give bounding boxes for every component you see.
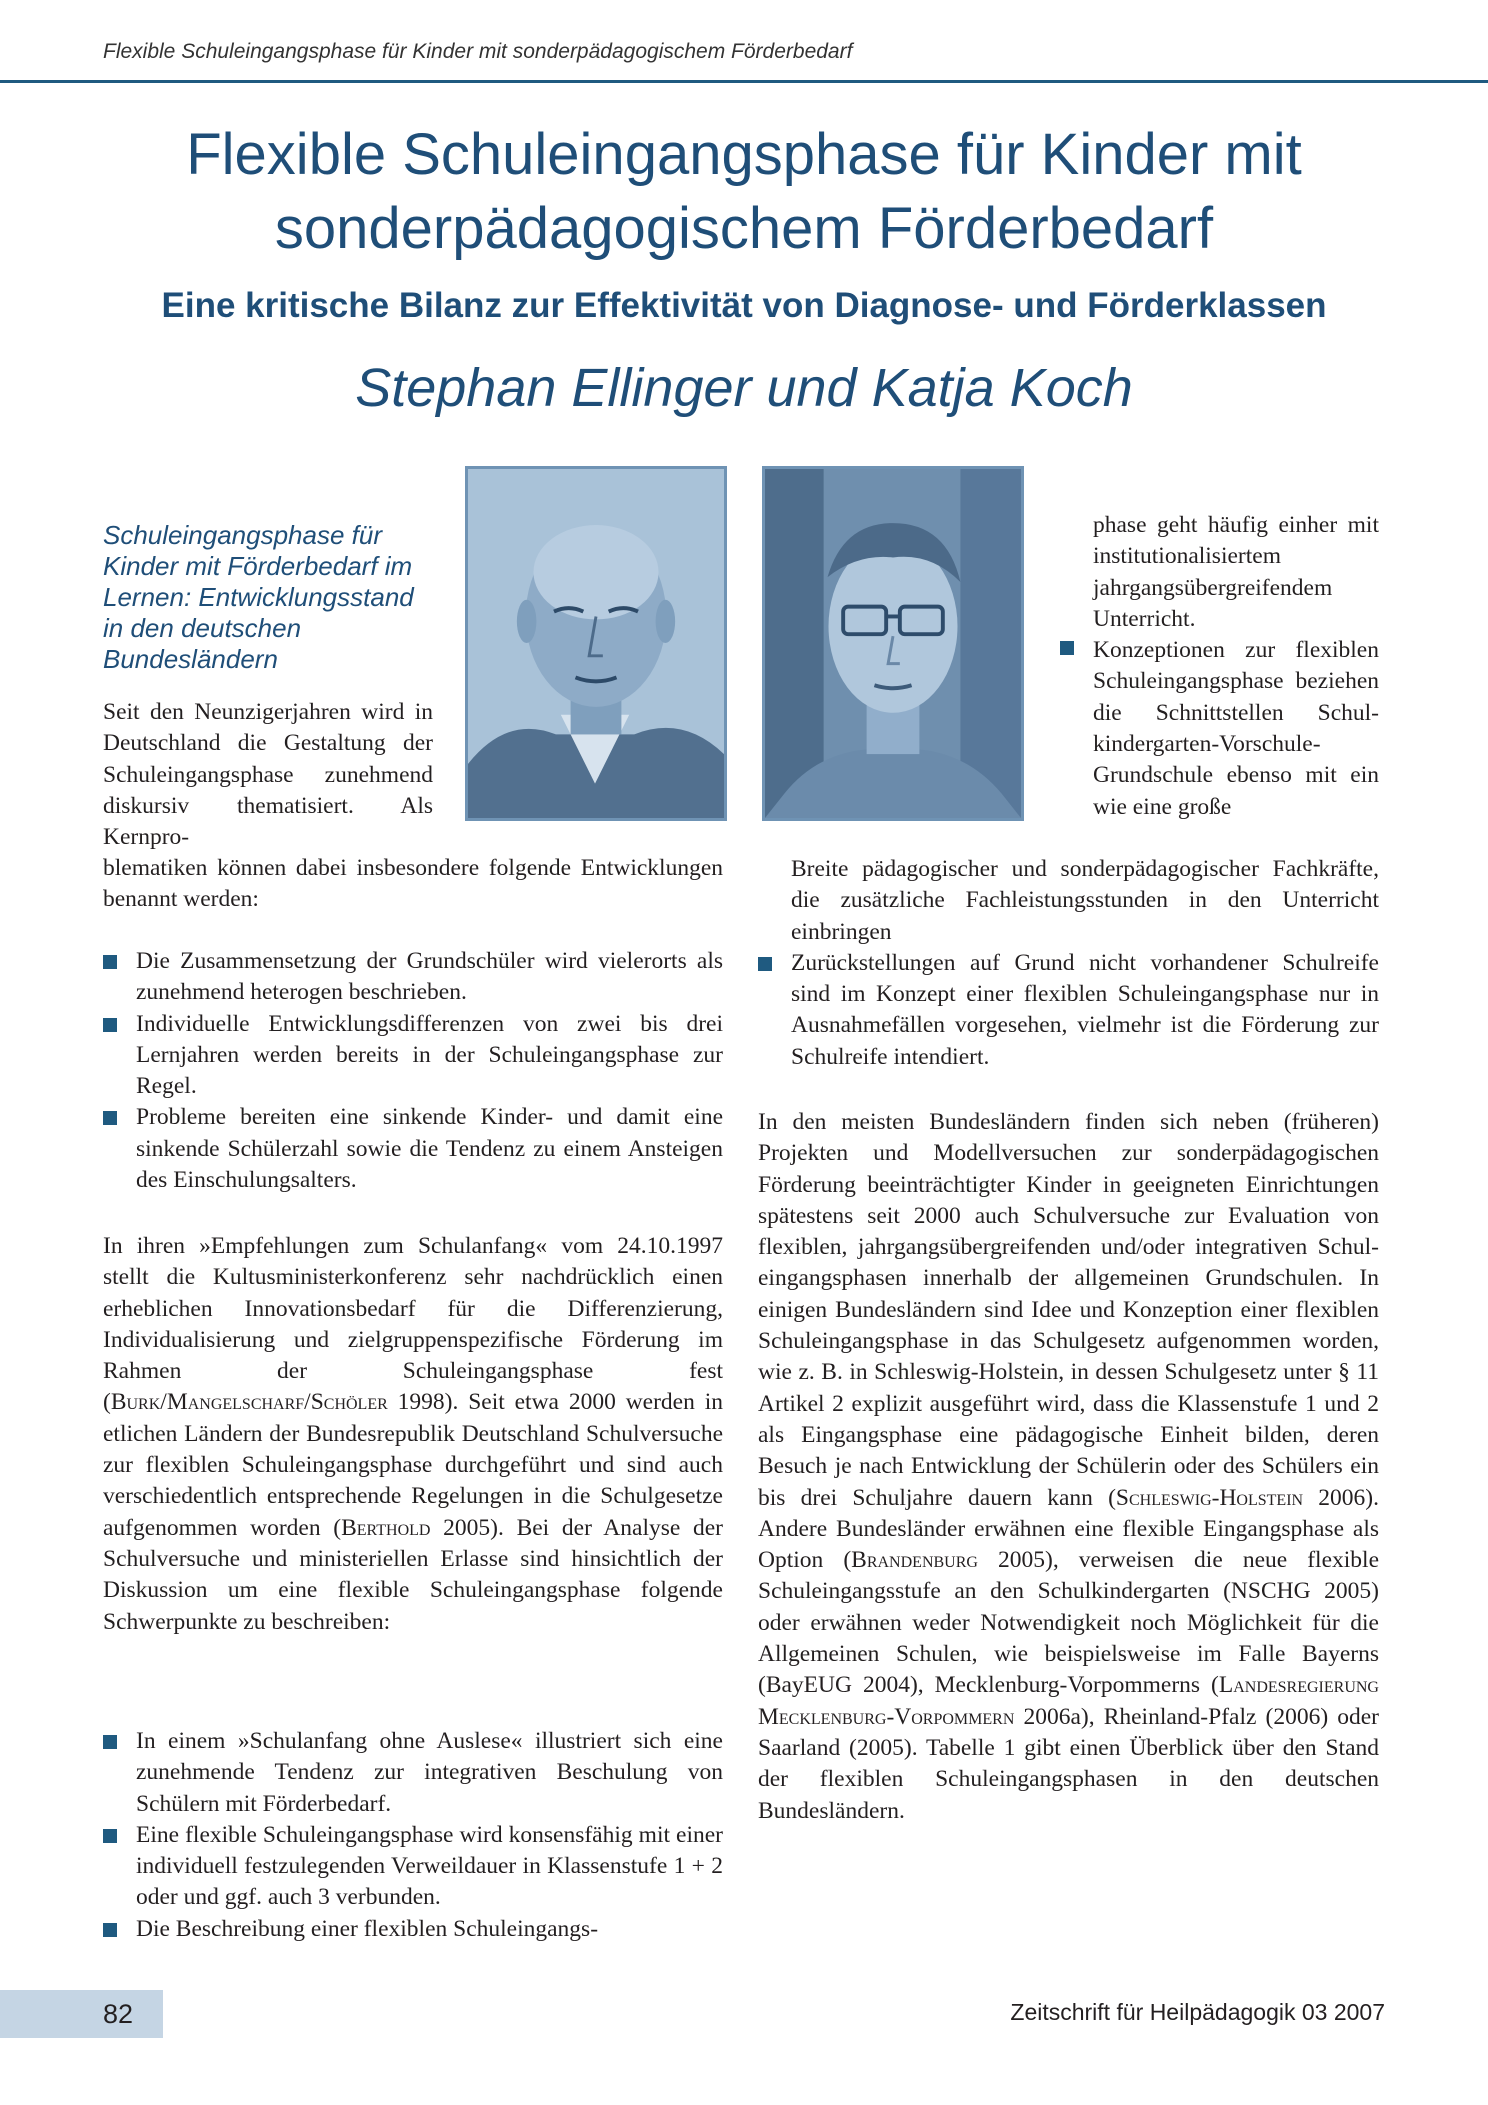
federal-states-paragraph [758, 1107, 1379, 1827]
text-segment: In ihren »Empfehlungen zum Schulanfang« vom 24.10.1997 stellt die Kultusministerkonferenz sehr nachdrücklich einen erheblichen Innovationsbedarf für die Differenzierung, Individualisierung und zielgruppenspezifische Förderung im Rahmen der Schuleingangsphase fest ( [103, 1233, 723, 1416]
page-number: 82 [0, 1990, 163, 2038]
text-segment: Konzeptionen zur flexiblen Schuleingangsphase beziehen die Schnittstellen Schulkindergarten-Vorschule-Grundschule ebenso mit ein wie eine große [1093, 637, 1379, 820]
list-item: Eine flexible Schuleingangsphase wird konsensfähig mit einer individuell festzulegenden Verweildauer in Klassenstufe 1 + 2 oder und ggf. auch 3 verbunden. [103, 1820, 723, 1914]
bullet-marker [1060, 641, 1074, 655]
text-segment: 2005), verweisen die neue flexible Schuleingangsstufe an den Schulkindergarten (NSCHG 2005) oder erwähnen weder Notwendigkeit noch Möglichkeit für die Allgemeinen Schulen, wie beispielsweise im Falle Bayerns (BayEUG 2004), Mecklenburg-Vorpommerns ( [758, 1547, 1379, 1699]
recommendations-paragraph [103, 1231, 723, 1638]
list-item: In einem »Schulanfang ohne Auslese« illustriert sich eine zunehmende Tendenz zur integrativen Beschulung von Schülern mit Förderbedarf. [103, 1726, 723, 1820]
right-wrapped-text [1093, 510, 1379, 823]
right-list [758, 948, 1379, 1073]
article-subtitle: Eine kritische Bilanz zur Effektivität von Diagnose- und Förderklassen [161, 286, 1327, 325]
article-authors: Stephan Ellinger und Katja Koch [355, 358, 1133, 418]
citation: Brandenburg [851, 1547, 978, 1574]
header-rule [0, 80, 1488, 83]
text-segment: 2006). Andere Bundesländer erwähnen eine flexible Eingangsphase als Option ( [758, 1484, 1379, 1574]
title-line-2: sonderpädagogischem Förderbedarf [274, 196, 1214, 261]
text-segment: In den meisten Bundesländern finden sich neben (früheren) Projekten und Modellversuchen zur sonderpädagogischen Förderung beeinträchtigter Kinder in geeigneten Einrichtungen spätestens seit 2000 auch Schulversuche zur Evaluation von flexiblen, jahrgangsübergreifenden und/oder integrativen Schuleingangsphasen innerhalb der allgemeinen Grundschulen. In einigen Bundesländern sind Idee und Konzeption einer flexiblen Schuleingangsphase in das Schulgesetz aufgenommen worden, wie z. B. in Schleswig-Holstein, in dessen Schulgesetz unter § 11 Artikel 2 explizit ausgeführt wird, dass die Klassenstufe 1 und 2 als Eingangsphase eine pädagogische Einheit bilden, deren Besuch je nach Entwicklung der Schülerin oder des Schülers ein bis drei Schuljahre dauern kann ( [758, 1109, 1379, 1511]
author-photo-2 [762, 466, 1024, 821]
author-photo-1 [465, 466, 727, 821]
list-item: Die Zusammensetzung der Grundschüler wird vielerorts als zunehmend heterogen beschrieben. [103, 946, 723, 1009]
title-line-1: Flexible Schuleingangsphase für Kinder mit [186, 122, 1302, 187]
journal-citation: Zeitschrift für Heilpädagogik 03 2007 [1010, 1999, 1385, 2025]
citation: Landesregierung Mecklenburg-Vorpommern [758, 1672, 1379, 1730]
citation: Berthold [341, 1514, 431, 1541]
article-title [60, 118, 1428, 266]
intro-paragraph-wrap: Seit den Neunzigerjahren wird in Deutschland die Gestaltung der Schuleingangsphase zunehmend diskursiv thematisiert. Als Kernpro- [103, 699, 433, 851]
list-item: Probleme bereiten eine sinkende Kinder- und damit eine sinkende Schülerzahl sowie die Tendenz zu einem Ansteigen des Einschulungsalters. [103, 1102, 723, 1196]
text-segment: 1998). Seit etwa 2000 werden in etlichen Ländern der Bundesrepublik Deutschland Schulversuche zur flexiblen Schuleingangsphase durchgeführt und sind auch verschiedentlich entsprechende Regelungen in die Schulgesetze aufgenommen worden ( [103, 1389, 723, 1541]
citation: Schleswig-Holstein [1115, 1484, 1304, 1511]
text-segment: 2005). Bei der Analyse der Schulversuche und ministeriellen Erlasse sind hinsichtlich der Diskussion um eine flexible Schuleingangsphase folgende Schwerpunkte zu beschreiben: [103, 1514, 723, 1635]
list-item: Die Beschreibung einer flexiblen Schuleingangs- [103, 1914, 723, 1945]
list-item: Zurückstellungen auf Grund nicht vorhandener Schulreife sind im Konzept einer flexiblen Schuleingangsphase nur in Ausnahmefällen vorgesehen, vielmehr ist die Förderung zur Schulreife intendiert. [758, 948, 1379, 1073]
list-item: Individuelle Entwicklungsdifferenzen von zwei bis drei Lernjahren werden bereits in der Schuleingangsphase zur Regel. [103, 1009, 723, 1103]
running-head: Flexible Schuleingangsphase für Kinder mit sonderpädagogischem Förderbedarf [103, 40, 853, 63]
list-item-continued: Breite pädagogischer und sonderpädagogischer Fachkräfte, die zusätzliche Fachleistungsstunden in den Unterricht einbringen [791, 856, 1379, 945]
right-list-continued [758, 854, 1379, 1073]
development-list [103, 946, 723, 1196]
focus-list [103, 1726, 723, 1945]
section-heading: Schuleingangsphase für Kinder mit Förderbedarf im Lernen: Entwicklungsstand in den deutschen Bundesländern [103, 520, 414, 674]
list-item [1060, 635, 1379, 823]
text-segment: 2006a), Rheinland-Pfalz (2006) oder Saarland (2005). Tabelle 1 gibt einen Überblick über den Stand der flexiblen Schuleingangsphasen in den deutschen Bundesländern. [758, 1703, 1379, 1824]
citation: Burk/Mangelscharf/Schöler [110, 1389, 388, 1416]
list-item-continued: phase geht häufig einher mit institutionalisiertem jahrgangsübergreifendem Unterricht. [1093, 512, 1379, 632]
intro-paragraph-continued: blematiken können dabei insbesondere folgende Entwicklungen benannt werden: [103, 855, 723, 913]
